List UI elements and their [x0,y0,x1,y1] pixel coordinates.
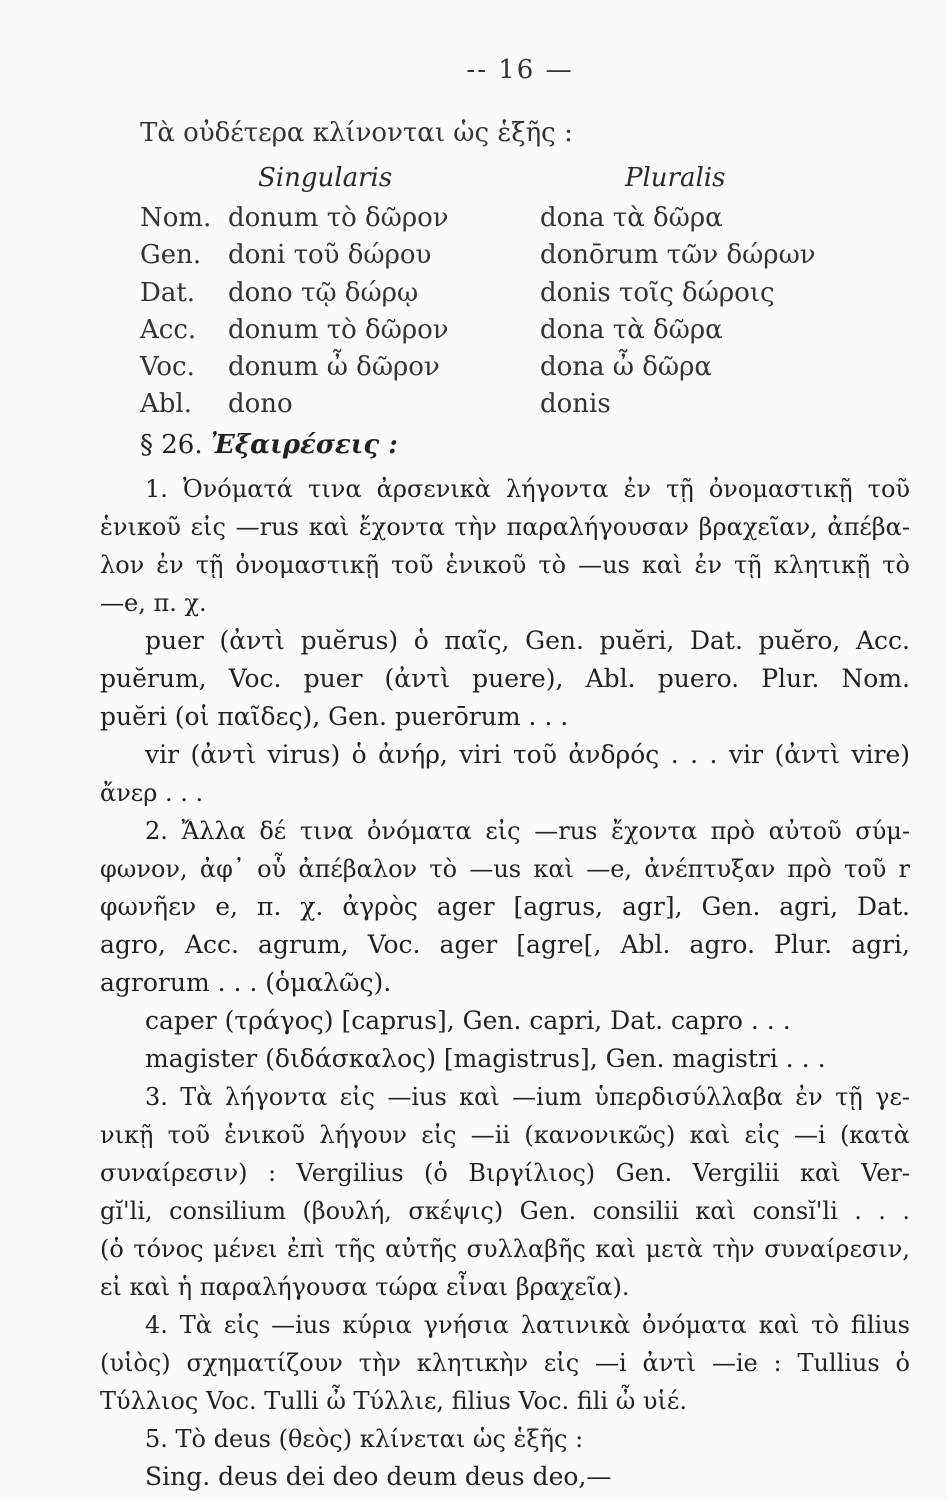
text-line: 3. Τὰ λήγοντα εἰς —ius καὶ —ium ὑπερδισύλλαβα ἐν τῇ γε- [145,1083,910,1111]
text-line: vir (ἀντὶ virus) ὁ ἀνήρ, viri τοῦ ἀνδρός . . . vir (ἀντὶ vire) [145,740,910,769]
text-line: 4. Τὰ εἰς —ius κύρια γνήσια λατινικὰ ὀνόματα καὶ τὸ filius [145,1311,910,1339]
text-line: (υἱὸς) σχηματίζουν τὴν κλητικὴν εἰς —i ἀντὶ —ie : Tullius ὁ [100,1349,910,1377]
text-line: puĕri (οἱ παῖδες), Gen. puerōrum . . . [100,702,569,731]
body-text [100,470,910,1496]
text-line: 1. Ὀνόματά τινα ἀρσενικὰ λήγοντα ἐν τῇ ὀνομαστικῇ τοῦ [145,475,910,503]
text-line: εἰ καὶ ἡ παραλήγουσα τώρα εἶναι βραχεῖα). [100,1273,630,1301]
text-line: gĭ'li, consilium (βουλή, σκέψις) Gen. consilii καὶ consĭ'li . . . [100,1197,910,1225]
case-label: Dat. [140,278,196,308]
text-line: Τύλλιος Voc. Tulli ὦ Τύλλιε, filius Voc. fili ὦ υἱέ. [100,1387,687,1415]
page-number: -- 16 — [466,55,574,85]
case-label: Voc. [140,352,195,382]
plural-form: dona τὰ δῶρα [540,203,723,233]
text-line: —e, π. χ. [100,589,207,617]
singular-form: donum ὦ δῶρον [228,352,440,382]
text-line: φωνον, ἀφ᾽ οὗ ἀπέβαλον τὸ —us καὶ —e, ἀνέπτυξαν πρὸ τοῦ r [100,855,910,883]
text-line: agrorum . . . (ὁμαλῶς). [100,968,392,997]
singular-form: donum τὸ δῶρον [228,203,449,233]
section-heading [140,430,398,460]
declension-row-abl [140,389,293,419]
text-line: agro, Acc. agrum, Voc. ager [agre[, Abl. agro. Plur. agri, [100,930,910,959]
singular-form: dono [228,389,293,419]
text-line: νικῇ τοῦ ἑνικοῦ λήγουν εἰς —ii (κανονικῶς) καὶ εἰς —i (κατὰ [100,1121,910,1149]
text-line: (ὁ τόνος μένει ἐπὶ τῆς αὐτῆς συλλαβῆς καὶ μετὰ τὴν συναίρεσιν, [100,1235,910,1263]
text-line: 2. Ἄλλα δέ τινα ὀνόματα εἰς —rus ἔχοντα πρὸ αὐτοῦ σύμ- [145,817,910,845]
plural-form: dona τὰ δῶρα [540,315,723,345]
section-title: Ἐξαιρέσεις : [210,430,398,460]
text-line: puer (ἀντὶ puĕrus) ὁ παῖς, Gen. puĕri, Dat. puĕro, Acc. [145,626,910,655]
case-label: Abl. [140,389,192,419]
plural-form: dona ὦ δῶρα [540,352,712,382]
text-line: ἄνερ . . . [100,779,204,807]
case-label: Acc. [140,315,197,345]
case-label: Gen. [140,240,202,270]
declension-row-acc [140,315,449,345]
declension-row-nom [140,203,449,233]
singular-form: dono τῷ δώρῳ [228,278,419,308]
intro-line: Τὰ οὐδέτερα κλίνονται ὡς ἑξῆς : [140,118,573,148]
declension-row-voc [140,352,440,382]
text-line: caper (τράγος) [caprus], Gen. capri, Dat. capro . . . [145,1006,791,1035]
text-line: φωνῆεν e, π. χ. ἀγρὸς ager [agrus, agr], Gen. agri, Dat. [100,892,910,921]
section-number: § 26. [140,430,203,460]
plural-form: donis τοῖς δώροις [540,278,775,308]
plural-form: donis [540,389,611,419]
text-line: puĕrum, Voc. puer (ἀντὶ puere), Abl. puero. Plur. Nom. [100,664,910,693]
singular-header: Singularis [258,163,393,193]
plural-header: Pluralis [625,163,726,193]
singular-form: doni τοῦ δώρου [228,240,432,270]
case-label: Nom. [140,203,212,233]
singular-form: donum τὸ δῶρον [228,315,449,345]
text-line: λον ἐν τῇ ὀνομαστικῇ τοῦ ἑνικοῦ τὸ —us καὶ ἐν τῇ κλητικῇ τὸ [100,551,910,579]
declension-row-gen [140,240,431,270]
text-line: συναίρεσιν) : Vergilius (ὁ Βιργίλιος) Gen. Vergilii καὶ Ver- [100,1159,910,1187]
text-line: ἑνικοῦ εἰς —rus καὶ ἔχοντα τὴν παραλήγουσαν βραχεῖαν, ἀπέβα- [100,513,910,541]
declension-row-dat [140,278,418,308]
text-line: Sing. deus dei deo deum deus deo,— [145,1462,612,1491]
plural-form: donōrum τῶν δώρων [540,240,816,270]
text-line: 5. Τὸ deus (θεὸς) κλίνεται ὡς ἑξῆς : [145,1425,584,1453]
text-line: magister (διδάσκαλος) [magistrus], Gen. magistri . . . [145,1044,826,1073]
